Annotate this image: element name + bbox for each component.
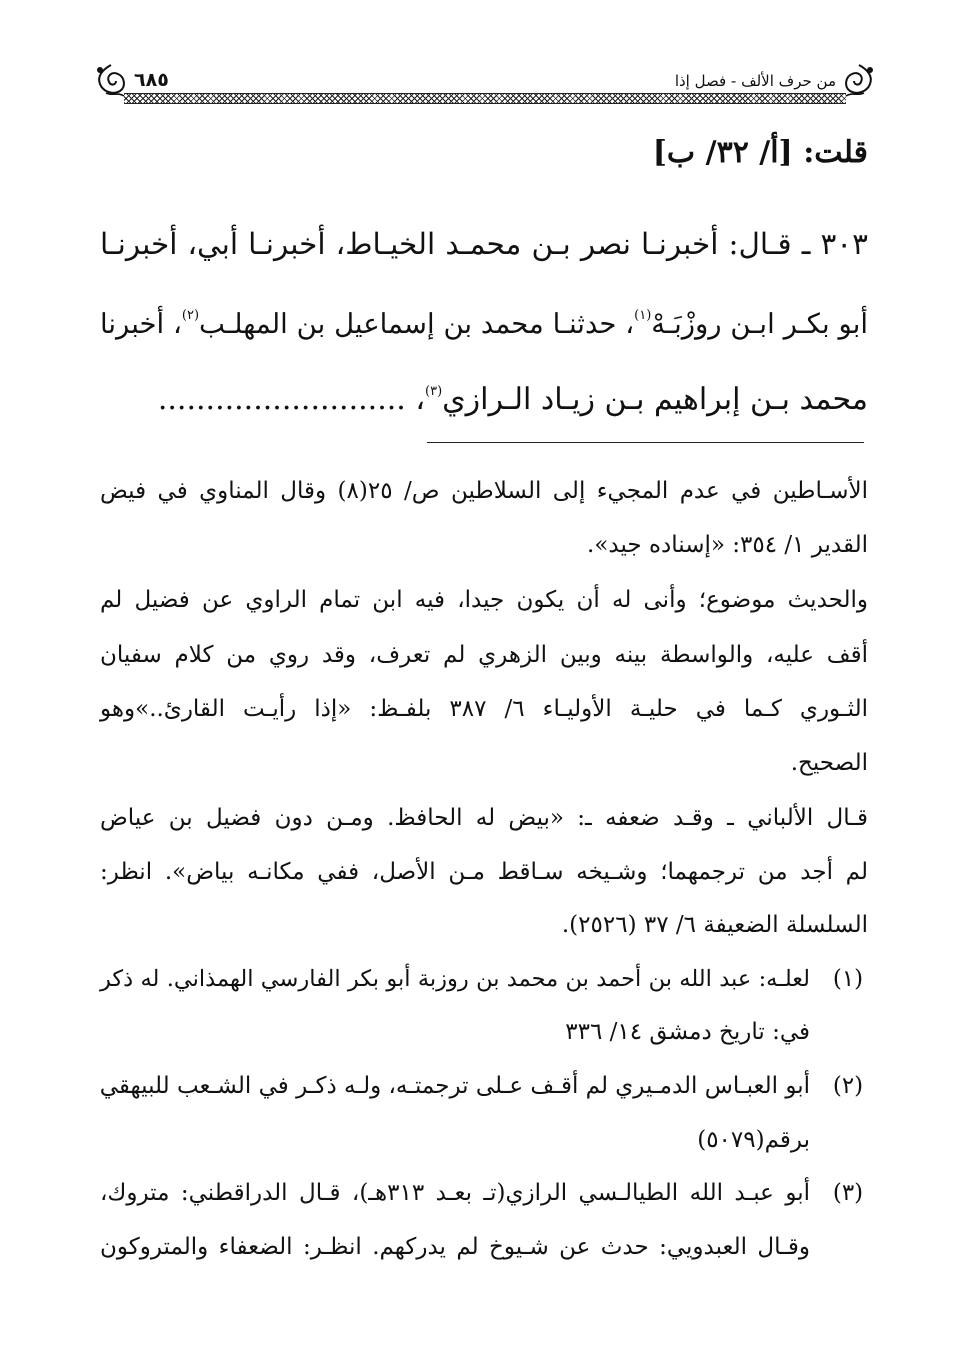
hadith-line-2-a: أبو بكـر ابـن روزْبَـهْ — [651, 308, 869, 340]
hadith-line-3 — [158, 380, 868, 420]
footnote-1-line: في: تاريخ دمشق ١٤/ ٣٣٦ — [565, 1019, 810, 1045]
hadith-line-3-a: محمد بـن إبراهيم بـن زيـاد الـرازي — [442, 382, 868, 417]
hadith-line-2-c: ، أخبرنا — [100, 308, 182, 340]
footnote-ref-1: (١) — [634, 308, 652, 323]
header-title: من حرف الألف - فصل إذا — [674, 72, 836, 90]
hadith-line-2-b: ، حدثنـا محمد بن إسماعيل بن المهلـب — [199, 308, 635, 340]
footnote-continued-line: السلسلة الضعيفة ٦/ ٣٧ (٢٥٢٦). — [561, 912, 868, 938]
hadith-line-3-b: ، .......................... — [157, 382, 426, 417]
footnote-continued-line: قـال الألباني ـ وقـد ضعفه ـ: «بيض له الحافظ. ومـن دون فضيل بن عياض — [100, 805, 868, 831]
footnote-continued-line: أقف عليه، والواسطة بينه وبين الزهري لم تعرف، وقد روي من كلام سفيان — [100, 642, 868, 668]
running-header — [92, 60, 878, 102]
header-ornamental-rule — [124, 93, 846, 104]
footnote-number-1: (١) — [832, 966, 864, 992]
footnote-continued-line: لم أجد من ترجمهما؛ وشـيخه سـاقط مـن الأصل، ففي مكانـه بياض». انظر: — [100, 859, 868, 885]
footnote-3-line: أبو عبـد الله الطيالـسي الرازي(تـ بعـد ٣١٣هـ)، قـال الدراقطني: متروك، — [100, 1180, 810, 1206]
footnote-separator — [427, 442, 864, 443]
footnote-continued-line: الثـوري كـما في حليـة الأوليـاء ٦/ ٣٨٧ بلفـظ: «إذا رأيـت القارئ..»وهو — [100, 696, 869, 722]
footnote-ref-2: (٢) — [181, 308, 200, 323]
footnote-continued-line: الأسـاطين في عدم المجيء إلى السلاطين ص/ ٢٥(٨) وقال المناوي في فيض — [100, 478, 869, 504]
footnote-2-line: برقم(٥٠٧٩) — [697, 1127, 810, 1153]
footnote-continued-line: والحديث موضوع؛ وأنى له أن يكون جيدا، فيه ابن تمام الراوي عن فضيل لم — [100, 587, 868, 613]
footnote-3-line: وقـال العبدويي: حدث عن شـيوخ لم يدركهم. انظـر: الضعفاء والمتروكون — [100, 1234, 810, 1260]
footnote-continued-line: الصحيح. — [790, 750, 868, 776]
hadith-line-2 — [100, 304, 868, 344]
footnote-2-line: أبو العبـاس الدمـيري لم أقـف عـلى ترجمتـه، ولـه ذكـر في الشـعب للبيهقي — [99, 1073, 810, 1099]
footnote-number-2: (٢) — [832, 1073, 864, 1099]
footnote-1-line: لعلـه: عبد الله بن أحمد بن محمد بن روزبة أبو بكر الفارسي الهمذاني. له ذكر — [100, 966, 810, 992]
footnote-continued-line: القدير ١/ ٣٥٤: «إسناده جيد». — [587, 532, 868, 558]
footnote-ref-3: (٣) — [425, 384, 443, 399]
folio-reference: قلت: [أ/ ٣٢/ ب] — [652, 135, 868, 170]
hadith-line-1: ٣٠٣ ـ قـال: أخبرنـا نصر بـن محمـد الخيـاط، أخبرنـا أبي، أخبرنـا — [100, 227, 868, 261]
page-number: ٦٨٥ — [134, 69, 169, 91]
footnote-number-3: (٣) — [832, 1180, 864, 1206]
